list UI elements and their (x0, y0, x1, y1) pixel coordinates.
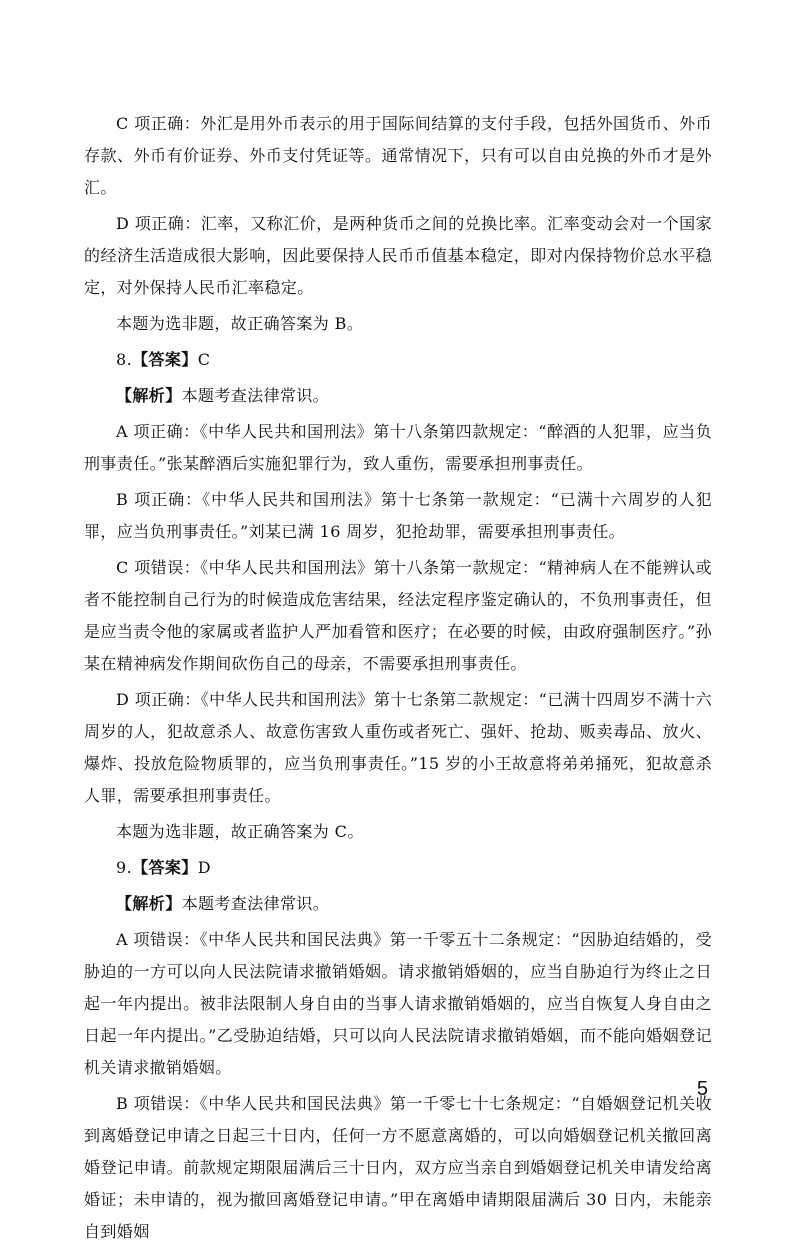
paragraph-exchange-rate-d (84, 208, 712, 304)
analysis-tag: 【解析】 (116, 386, 182, 405)
paragraph-8-c (84, 552, 712, 680)
paragraph-text: C 项错误：《中华人民共和国刑法》第十八条第一款规定：“精神病人在不能辨认或者不能控制自己行为的时候造成危害结果，经法定程序鉴定确认的，不负刑事责任，但是应当责令他的家属或者监护人严加看管和医疗；在必要的时候，由政府强制医疗。”孙某在精神病发作期间砍伤自己的母亲，不需要承担刑事责任。 (84, 558, 712, 673)
answer-heading-9 (84, 852, 712, 884)
paragraph-text: C 项正确：外汇是用外币表示的用于国际间结算的支付手段，包括外国货币、外币存款、外币有价证券、外币支付凭证等。通常情况下，只有可以自由兑换的外币才是外汇。 (84, 114, 712, 197)
paragraph-text: A 项正确：《中华人民共和国刑法》第十八条第四款规定：“醉酒的人犯罪，应当负刑事责任。”张某醉酒后实施犯罪行为，致人重伤，需要承担刑事责任。 (84, 422, 712, 473)
document-body (84, 108, 712, 1252)
paragraph-text: D 项正确：《中华人民共和国刑法》第十七条第二款规定：“已满十四周岁不满十六周岁的人，犯故意杀人、故意伤害致人重伤或者死亡、强奸、抢劫、贩卖毒品、放火、爆炸、投放危险物质罪的，应当负刑事责任。”15 岁的小王故意将弟弟捅死，犯故意杀人罪，需要承担刑事责任。 (84, 690, 712, 805)
paragraph-text: B 项正确：《中华人民共和国刑法》第十七条第一款规定：“已满十六周岁的人犯罪，应当负刑事责任。”刘某已满 16 周岁，犯抢劫罪，需要承担刑事责任。 (84, 490, 712, 541)
answer-tag: 【答案】 (132, 350, 198, 369)
paragraph-9-b (84, 1088, 712, 1248)
paragraph-text: A 项错误：《中华人民共和国民法典》第一千零五十二条规定：“因胁迫结婚的，受胁迫的一方可以向人民法院请求撤销婚姻。请求撤销婚姻的，应当自胁迫行为终止之日起一年内提出。被非法限制人身自由的当事人请求撤销婚姻的，应当自恢复人身自由之日起一年内提出。”乙受胁迫结婚，只可以向人民法院请求撤销婚姻，而不能向婚姻登记机关请求撤销婚姻。 (84, 930, 712, 1077)
paragraph-text: 本题为选非题，故正确答案为 B。 (116, 314, 364, 333)
analysis-text: 本题考查法律常识。 (181, 386, 330, 405)
question-number: 8. (116, 350, 133, 369)
paragraph-forex-c (84, 108, 712, 204)
paragraph-text: B 项错误：《中华人民共和国民法典》第一千零七十七条规定：“自婚姻登记机关收到离婚登记申请之日起三十日内，任何一方不愿意离婚的，可以向婚姻登记机关撤回离婚登记申请。前款规定期限届满后三十日内，双方应当亲自到婚姻登记机关申请发给离婚证；未申请的，视为撤回离婚登记申请。”甲在离婚申请期限届满后 30 日内，未能亲自到婚姻 (84, 1094, 712, 1241)
answer-tag: 【答案】 (132, 858, 198, 877)
paragraph-8-b (84, 484, 712, 548)
paragraph-conclusion-7 (84, 308, 712, 340)
analysis-tag: 【解析】 (116, 894, 182, 913)
analysis-text: 本题考查法律常识。 (181, 894, 330, 913)
paragraph-conclusion-8 (84, 816, 712, 848)
analysis-heading-8 (84, 380, 712, 412)
paragraph-8-a (84, 416, 712, 480)
answer-value: C (197, 350, 211, 369)
page-number: 5 (696, 1078, 708, 1100)
answer-heading-8 (84, 344, 712, 376)
answer-value: D (197, 858, 211, 877)
paragraph-text: 本题为选非题，故正确答案为 C。 (116, 822, 364, 841)
paragraph-8-d (84, 684, 712, 812)
analysis-heading-9 (84, 888, 712, 920)
paragraph-9-a (84, 924, 712, 1084)
paragraph-text: D 项正确：汇率，又称汇价，是两种货币之间的兑换比率。汇率变动会对一个国家的经济生活造成很大影响，因此要保持人民币币值基本稳定，即对内保持物价总水平稳定，对外保持人民币汇率稳定。 (84, 214, 712, 297)
question-number: 9. (116, 858, 133, 877)
